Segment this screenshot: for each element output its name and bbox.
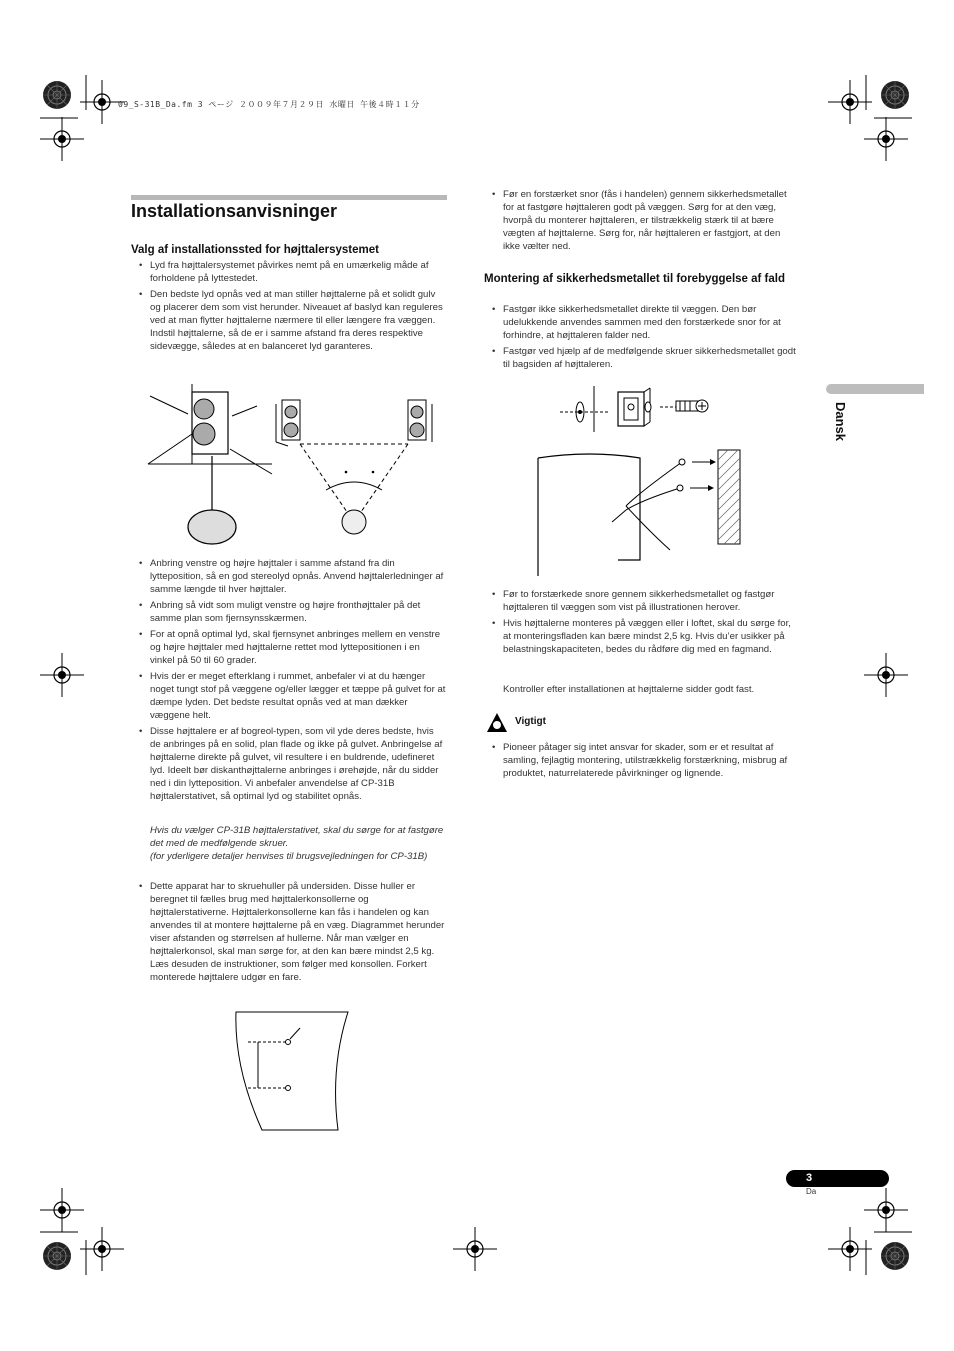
file-header-line: 09_S-31B_Da.fm 3 ページ ２００９年７月２９日 水曜日 午後４時１１分 bbox=[118, 100, 420, 109]
list-item: • Pioneer påtager sig intet ansvar for skader, som er et resultat af samling, fejlagtig montering, utilstrækkelig forstærkning, misbrug af produktet, naturrelaterede påvirkninger og lignende. bbox=[484, 741, 800, 780]
page-number: 3 bbox=[806, 1172, 813, 1184]
section-heading-placement: Valg af installationssted for højttalersystemet bbox=[131, 244, 379, 256]
language-tab-label: Dansk bbox=[833, 402, 848, 442]
language-tab-bar bbox=[826, 384, 924, 394]
title-bar bbox=[131, 195, 447, 200]
list-item: • Hvis højttalerne monteres på væggen eller i loftet, skal du sørge for, at monteringsfladen kan bære mindst 2,5 kg. Hvis du’er usikker på belastningskapaciteten, bedes du rådføre dig med en fagmand. bbox=[484, 617, 800, 656]
italic-note-1: Hvis du vælger CP-31B højttalerstativet, skal du sørge for at fastgøre det med de medfølgende skruer. bbox=[150, 825, 444, 849]
section-heading-safety-metal: Montering af sikkerhedsmetallet til forebyggelse af fald bbox=[484, 273, 785, 285]
bullets-cord bbox=[484, 188, 800, 256]
italic-note-2: (for yderligere detaljer henvises til brugsvejledningen for CP-31B) bbox=[150, 851, 428, 862]
list-item: • Før en forstærket snor (fås i handelen) gennem sikkerhedsmetallet for at fastgøre højttaleren godt på væggen. Sørg for at den væg, hvorpå du monterer højttaleren, er tilstrækkelig stærk til at bære vægten af højttalerne. Sørg for, når højttaleren er fastgjort, at den ikke vælter ned. bbox=[484, 188, 800, 253]
list-item: • Anbring så vidt som muligt venstre og højre fronthøjttaler på det samme plan som fjernsynsskærmen. bbox=[131, 599, 447, 625]
screw-hole-figure bbox=[230, 1008, 355, 1132]
list-item: • Disse højttalere er af bogreol-typen, som vil yde deres bedste, hvis de anbringes på en solid, plan flade og ikke på gulvet. Anbringelse af højttalerne direkte på gulvet, vil resultere i en buldrende, udefineret lyd. Ideelt bør diskanthøjttalerne anbringes i ørehøjde, når du sidder ned i din lytteposition. Vi anbefaler anvendelse af CP-31B højttalerstativet, så optimal lyd og stabilitet opnås. bbox=[131, 725, 447, 803]
list-item: • Den bedste lyd opnås ved at man stiller højttalerne på et solidt gulv og placerer dem som vist herunder. Niveauet af baslyd kan reguleres ved at man flytter højttalerne nærmere til eller længere fra væggen. Indstil højttalerne, så de er i samme afstand fra deres respektive sidevægge, således at en balanceret lyd garanteres. bbox=[131, 288, 447, 353]
important-icon bbox=[486, 712, 508, 734]
bullets-stereo bbox=[131, 557, 447, 806]
list-item: • Anbring venstre og højre højttaler i samme afstand fra din lytteposition, så en god stereolyd opnås. Anvend højttalerledninger af samme længde til hver højttaler. bbox=[131, 557, 447, 596]
speaker-placement-figure bbox=[140, 384, 440, 554]
bullets-placement bbox=[131, 259, 447, 356]
list-item: • For at opnå optimal lyd, skal fjernsynet anbringes mellem en venstre og højre højttaler med højttalerne rettet mod lyttepositionen i en vinkel på 50 til 60 grader. bbox=[131, 628, 447, 667]
list-item: • Hvis der er meget efterklang i rummet, anbefaler vi at du hænger noget tungt stof på væggene og/eller lægger et tæppe på gulvet for at dæmpe lyden. Det bedste resultat opnås ved at man dækker væggene helt. bbox=[131, 670, 447, 722]
bullets-safety-metal bbox=[484, 303, 800, 374]
list-item: • Fastgør ved hjælp af de medfølgende skruer sikkerhedsmetallet godt til bagsiden af højttaleren. bbox=[484, 345, 800, 371]
list-item: • Fastgør ikke sikkerhedsmetallet direkte til væggen. Den bør udelukkende anvendes sammen med den forstærkede snor for at forhindre, at højttaleren falder ned. bbox=[484, 303, 800, 342]
page-number-pill bbox=[786, 1170, 889, 1187]
bullets-disclaimer bbox=[484, 741, 800, 783]
list-item: • Dette apparat har to skruehuller på undersiden. Disse huller er beregnet til fælles brug med højttalerkonsollerne og højttalerstativerne. Højttalerkonsollerne kan fås i handelen og kan anvendes til at montere højttalerne på en væg. Diagrammet herunder viser afstanden og størrelsen af hullerne. Når man vælger en højttalerkonsol, skal man sørge for, at den kan bære mindst 2,5 kg. Læs desuden de instruktioner, som følger med konsollen. Forkert monterede højttalere udgør en fare. bbox=[131, 880, 447, 984]
italic-note bbox=[131, 824, 450, 863]
important-label: Vigtigt bbox=[515, 716, 546, 727]
after-bullet-text: Kontroller efter installationen at højttalerne sidder godt fast. bbox=[503, 684, 755, 695]
list-item: • Før to forstærkede snore gennem sikkerhedsmetallet og fastgør højttaleren til væggen som vist på illustrationen herover. bbox=[484, 588, 800, 614]
list-item: • Lyd fra højttalersystemet påvirkes nemt på en umærkelig måde af forholdene på lyttestedet. bbox=[131, 259, 447, 285]
bullets-wall-mount bbox=[484, 588, 800, 656]
page-language: Da bbox=[806, 1187, 817, 1196]
safety-metal-figure bbox=[530, 382, 745, 578]
page-title: Installationsanvisninger bbox=[131, 201, 338, 221]
bullets-screw-holes bbox=[131, 880, 447, 987]
